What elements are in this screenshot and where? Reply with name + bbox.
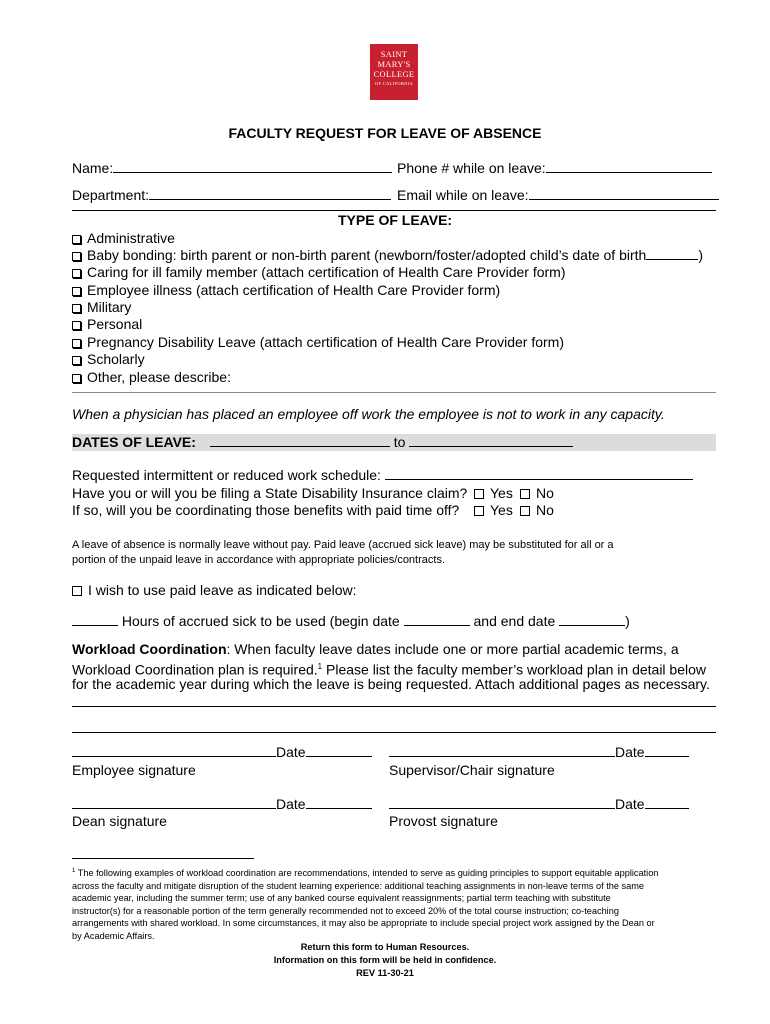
footnote-line-5: arrangements with shared workload. In some circumstances, it may also be appropriate to include special project work assigned by the Dean or <box>72 918 655 929</box>
employee-signature-label: Employee signature <box>72 762 196 778</box>
email-line[interactable] <box>529 187 719 200</box>
checkbox-icon[interactable] <box>474 489 484 499</box>
logo-line-1: SAINT <box>380 49 408 59</box>
checkbox-icon[interactable] <box>72 304 81 313</box>
leave-type-label: Caring for ill family member (attach certification of Health Care Provider form) <box>87 264 566 280</box>
coordinate-yes[interactable] <box>474 502 513 519</box>
leave-type-label: Employee illness (attach certification of Health Care Provider form) <box>87 282 501 298</box>
to-label: to <box>393 434 406 450</box>
name-line[interactable] <box>113 160 392 173</box>
college-logo <box>370 44 418 100</box>
name-field[interactable] <box>72 160 392 177</box>
yes-label: Yes <box>490 485 513 501</box>
phone-line[interactable] <box>546 160 712 173</box>
provost-date-line[interactable] <box>645 796 689 809</box>
footnote <box>72 865 658 943</box>
leave-type-label: Scholarly <box>87 351 145 367</box>
checkbox-icon[interactable] <box>72 287 81 296</box>
phone-field[interactable] <box>397 160 712 177</box>
physician-note: When a physician has placed an employee off work the employee is not to work in any capacity. <box>72 406 665 422</box>
start-date-line[interactable] <box>210 434 390 447</box>
date-label: Date <box>615 744 645 760</box>
revision-label: REV 11-30-21 <box>356 968 414 978</box>
paid-leave-label: I wish to use paid leave as indicated below: <box>88 582 357 598</box>
checkbox-icon[interactable] <box>72 321 81 330</box>
workload-label: Workload Coordination <box>72 641 227 657</box>
workload-text-2a: Workload Coordination plan is required. <box>72 661 318 678</box>
email-label: Email while on leave: <box>397 187 529 203</box>
coordinate-no[interactable] <box>520 502 554 519</box>
sdi-label: Have you or will you be filing a State Disability Insurance claim? <box>72 485 468 501</box>
intermittent-line[interactable] <box>385 467 693 480</box>
checkbox-icon[interactable] <box>72 374 81 383</box>
end-date-line[interactable] <box>409 434 573 447</box>
checkbox-icon[interactable] <box>72 356 81 365</box>
workload-line-3: for the academic year during which the leave is being requested. Attach additional pages as necessary. <box>72 676 710 692</box>
leave-type-label: Administrative <box>87 230 175 246</box>
leave-type-military[interactable] <box>72 299 131 316</box>
provost-signature-label: Provost signature <box>389 813 498 829</box>
hours-row[interactable] <box>72 613 630 630</box>
paid-leave-note-2: portion of the unpaid leave in accordance with appropriate policies/contracts. <box>72 554 446 566</box>
leave-type-administrative[interactable] <box>72 230 175 247</box>
other-describe-line[interactable] <box>72 392 716 393</box>
leave-type-label: Other, please describe: <box>87 369 231 385</box>
employee-signature-row[interactable] <box>72 744 372 761</box>
type-of-leave-heading: TYPE OF LEAVE: <box>338 212 453 228</box>
sdi-yes[interactable] <box>474 485 513 502</box>
workload-text-1: : When faculty leave dates include one or more partial academic terms, a <box>226 641 679 657</box>
checkbox-icon[interactable] <box>72 339 81 348</box>
leave-type-personal[interactable] <box>72 316 142 333</box>
workload-line-1 <box>72 641 679 658</box>
divider <box>72 210 716 211</box>
supervisor-signature-line[interactable] <box>389 744 615 757</box>
leave-type-label: Personal <box>87 316 143 332</box>
leave-type-baby-bonding[interactable] <box>72 247 703 264</box>
department-label: Department: <box>72 187 150 203</box>
checkbox-icon[interactable] <box>72 252 81 261</box>
leave-type-other[interactable] <box>72 369 231 386</box>
hours-label: Hours of accrued sick to be used (begin date <box>121 613 400 629</box>
department-field[interactable] <box>72 187 391 204</box>
checkbox-icon[interactable] <box>72 586 82 596</box>
name-label: Name: <box>72 160 114 176</box>
leave-type-employee-illness[interactable] <box>72 282 500 299</box>
yes-label: Yes <box>490 502 513 518</box>
footnote-reference: 1 <box>317 662 323 671</box>
footnote-line-2: across the faculty and mitigate disruption of the student learning experience: additional teaching assignments in non-leave terms of the same <box>72 880 644 891</box>
footnote-mark: 1 <box>72 868 76 874</box>
return-note: Return this form to Human Resources. <box>300 942 470 952</box>
dean-signature-row[interactable] <box>72 796 372 813</box>
close-paren: ) <box>698 247 703 263</box>
date-label: Date <box>615 796 645 812</box>
checkbox-icon[interactable] <box>520 506 530 516</box>
date-label: Date <box>276 744 306 760</box>
checkbox-icon[interactable] <box>474 506 484 516</box>
paid-leave-option[interactable] <box>72 582 357 599</box>
end-date-label: and end date <box>473 613 556 629</box>
employee-date-line[interactable] <box>306 744 372 757</box>
supervisor-signature-label: Supervisor/Chair signature <box>389 762 555 778</box>
dean-date-line[interactable] <box>306 796 372 809</box>
workload-text-2b: Please list the faculty member’s workload plan in detail below <box>322 661 707 678</box>
dates-label: DATES OF LEAVE: <box>72 434 196 450</box>
hours-line[interactable] <box>72 613 118 626</box>
no-label: No <box>536 485 554 501</box>
supervisor-signature-row[interactable] <box>389 744 689 761</box>
intermittent-label: Requested intermittent or reduced work schedule: <box>72 467 381 483</box>
logo-line-3: COLLEGE <box>373 69 415 79</box>
email-field[interactable] <box>397 187 719 204</box>
workload-plan-line-2[interactable] <box>72 732 716 733</box>
footnote-line-3: academic year, including the summer term; use of any banked course equivalent reassignments; partial term teaching with substitute <box>72 893 611 904</box>
confidence-note: Information on this form will be held in confidence. <box>273 955 497 965</box>
employee-signature-line[interactable] <box>72 744 276 757</box>
checkbox-icon[interactable] <box>520 489 530 499</box>
leave-type-label: Military <box>87 299 132 315</box>
leave-type-caring[interactable] <box>72 264 566 281</box>
supervisor-date-line[interactable] <box>645 744 689 757</box>
close-paren: ) <box>625 613 630 629</box>
leave-type-label: Baby bonding: birth parent or non-birth parent (newborn/foster/adopted child’s date of birth <box>87 247 647 263</box>
birth-date-line[interactable] <box>646 247 698 260</box>
leave-type-pregnancy[interactable] <box>72 334 564 351</box>
coordinate-question <box>72 502 459 519</box>
logo-line-4: OF CALIFORNIA <box>374 81 414 86</box>
leave-type-scholarly[interactable] <box>72 351 145 368</box>
dean-signature-line[interactable] <box>72 796 276 809</box>
sdi-no[interactable] <box>520 485 554 502</box>
coordinate-label: If so, will you be coordinating those benefits with paid time off? <box>72 502 460 518</box>
footnote-line-6: by Academic Affairs. <box>72 931 155 942</box>
sdi-question <box>72 485 467 502</box>
footnote-separator <box>72 858 254 859</box>
provost-signature-line[interactable] <box>389 796 615 809</box>
checkbox-icon[interactable] <box>72 235 81 244</box>
form-title: FACULTY REQUEST FOR LEAVE OF ABSENCE <box>228 125 542 141</box>
footnote-line-1: The following examples of workload coordination are recommendations, intended to serve as guiding principles to support equitable application <box>77 868 659 879</box>
date-label: Date <box>276 796 306 812</box>
paid-leave-note-1: A leave of absence is normally leave without pay. Paid leave (accrued sick leave) may be substituted for all or a <box>72 539 614 551</box>
hours-end-date-line[interactable] <box>559 613 625 626</box>
footnote-line-4: instructor(s) for a reasonable portion of the term generally recommended not to exceed 20% of the total course instruction; co-teaching <box>72 905 619 916</box>
department-line[interactable] <box>149 187 391 200</box>
leave-type-label: Pregnancy Disability Leave (attach certification of Health Care Provider form) <box>87 334 564 350</box>
provost-signature-row[interactable] <box>389 796 689 813</box>
logo-line-2: MARY'S <box>377 59 411 69</box>
dates-of-leave[interactable] <box>72 434 573 451</box>
dean-signature-label: Dean signature <box>72 813 167 829</box>
no-label: No <box>536 502 554 518</box>
intermittent-question[interactable] <box>72 467 693 484</box>
begin-date-line[interactable] <box>404 613 470 626</box>
phone-label: Phone # while on leave: <box>397 160 546 176</box>
workload-plan-line-1[interactable] <box>72 706 716 707</box>
checkbox-icon[interactable] <box>72 269 81 278</box>
